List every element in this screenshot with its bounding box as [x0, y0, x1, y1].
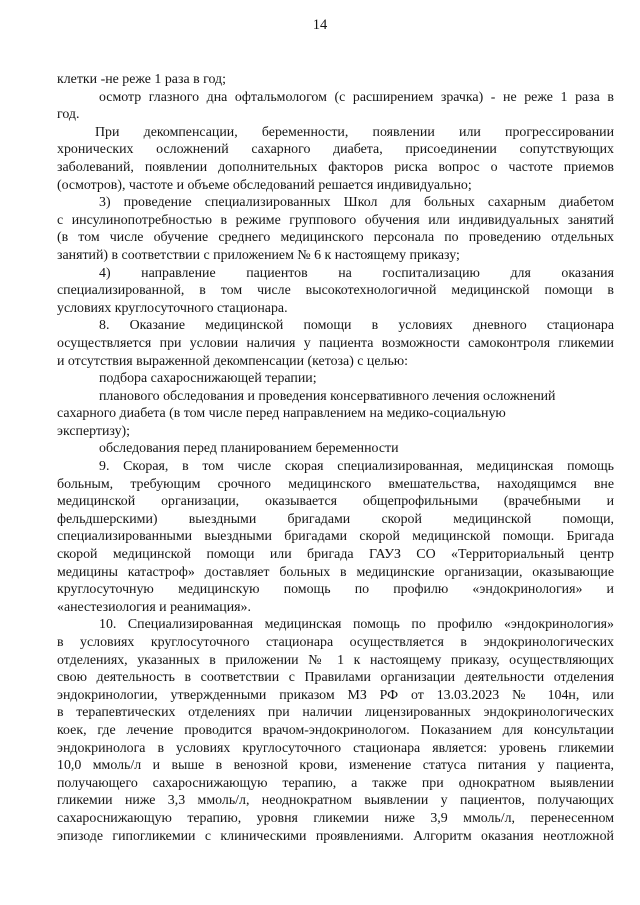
text-line: и отсутствия выраженной декомпенсации (кетоза) с целью: [57, 353, 409, 369]
text-line: хронических осложнений сахарного диабета, присоединении сопутствующих [57, 142, 614, 158]
text-line: сахароснижающую терапию, уровня гликемии ниже 3,9 ммоль/л, перенесенном [57, 810, 614, 826]
text-line: медицинской организации, оказывается общепрофильными (врачебными и [57, 494, 614, 510]
text-line: получающего сахароснижающую терапию, а также при однократном выявлении [57, 775, 614, 791]
text-line: планового обследования и проведения консервативного лечения осложнений [99, 388, 556, 404]
text-line: осуществляется при условии наличия у пациента возможности самоконтроля гликемии [57, 335, 614, 351]
text-line: фельдшерскими) выездными бригадами скорой медицинской помощи, [57, 511, 614, 527]
text-line: обследования перед планированием беременности [99, 441, 399, 457]
text-line: гликемии ниже 3,3 ммоль/л, неоднократном выявлении у пациентов, получающих [57, 793, 614, 809]
text-line: специализированной, в том числе высокотехнологичной медицинской помощи в [57, 283, 614, 299]
text-line: скорой медицинской помощи или бригада ГАУЗ СО «Территориальный центр [57, 547, 614, 563]
text-line: При декомпенсации, беременности, появлении или прогрессировании [95, 124, 614, 140]
text-line: «анестезиология и реанимация». [57, 599, 251, 615]
text-line: (осмотров), частоте и объеме обследований решается индивидуально; [57, 177, 472, 193]
text-line: больным, требующим срочного медицинского вмешательства, находящимся вне [57, 476, 614, 492]
text-line: эндокринолога в условиях круглосуточного стационара является: уровень гликемии [57, 740, 614, 756]
text-line: сахарного диабета (в том числе перед направлением на медико-социальную [57, 406, 506, 422]
body-text [57, 71, 614, 845]
text-line: специализированными выездными бригадами скорой медицинской помощи. Бригада [57, 529, 614, 545]
text-line: клетки -не реже 1 раза в год; [57, 72, 226, 87]
text-line: заболеваний, появлении дополнительных факторов риска вопрос о частоте приемов [57, 159, 614, 175]
text-line: осмотр глазного дна офтальмологом (с расширением зрачка) - не реже 1 раза в [99, 89, 614, 105]
text-line: занятий) в соответствии с приложением № 6 к настоящему приказу; [57, 247, 460, 263]
text-line: год. [57, 107, 80, 123]
text-line: коек, где лечение проводится врачом-эндокринологом. Показанием для консультации [57, 722, 614, 738]
text-line: эпизоде гипогликемии с клиническими проявлениями. Алгоритм оказания неотложной [57, 828, 614, 844]
text-line: подбора сахароснижающей терапии; [99, 371, 317, 387]
text-line: (в том числе обучение среднего медицинского персонала по проведению отдельных [57, 230, 614, 246]
text-line: отделениях, указанных в приложении № 1 к настоящему приказу, осуществляющих [57, 652, 614, 668]
page-number: 14 [312, 17, 328, 33]
text-line: 3) проведение специализированных Школ для больных сахарным диабетом [99, 195, 614, 211]
text-line: 10. Специализированная медицинская помощь по профилю «эндокринология» [99, 617, 614, 633]
text-line: 4) направление пациентов на госпитализацию для оказания [99, 265, 614, 281]
text-line: 10,0 ммоль/л и выше в венозной крови, изменение статуса питания у пациента, [57, 758, 614, 774]
text-line: с инсулинопотребностью в режиме группового обучения или индивидуальных занятий [57, 212, 614, 228]
text-line: эндокринологии, утвержденными приказом МЗ РФ от 13.03.2023 № 104н, или [57, 687, 614, 703]
text-line: свою деятельность в соответствии с Правилами организации деятельности отделения [57, 670, 614, 686]
text-line: круглосуточную медицинскую помощь по профилю «эндокринология» и [57, 582, 614, 598]
text-line: в терапевтических отделениях при наличии лицензированных эндокринологических [57, 705, 614, 721]
text-line: 8. Оказание медицинской помощи в условиях дневного стационара [99, 318, 614, 334]
text-line: медицины катастроф» доставляет больных в медицинские организации, оказывающие [57, 564, 614, 580]
text-line: условиях круглосуточного стационара. [57, 300, 288, 316]
text-line: 9. Скорая, в том числе скорая специализированная, медицинская помощь [99, 459, 614, 475]
text-line: экспертизу); [57, 423, 131, 439]
text-line: в условиях круглосуточного стационара осуществляется в эндокринологических [57, 635, 614, 650]
